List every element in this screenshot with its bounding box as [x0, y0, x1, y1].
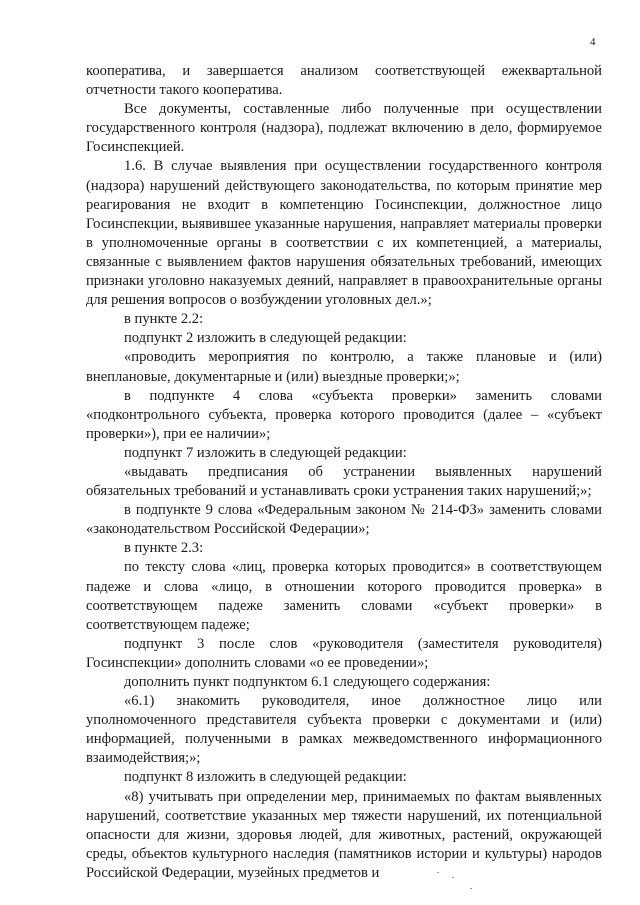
paragraph: 1.6. В случае выявления при осуществлении государственного контроля (надзора) нарушений действующего законодательства, по которым принятие мер реагирования не входит в компетенцию Госинспекции, должностное лицо Госинспекции, выявившее указанные нарушения, направляет материалы проверки в уполномоченные органы в соответствии с их компетенцией, а материалы, связанные с выявлением фактов нарушения обязательных требований, имеющих признаки уголовно наказуемых деяний, направляет в правоохранительные органы для решения вопросов о возбуждении уголовных дел.»; — [86, 158, 602, 309]
scan-speck — [452, 877, 454, 878]
scan-speck — [437, 872, 439, 873]
paragraph: по тексту слова «лиц, проверка которых проводится» в соответствующем падеже и слова «лицо, в отношении которого проводится проверка» в соответствующем падеже заменить словами «субъект проверки» в соответствующем падеже; — [86, 559, 602, 633]
paragraph: кооператива, и завершается анализом соответствующей ежеквартальной отчетности такого кооператива. — [86, 63, 602, 99]
paragraph: в подпункте 4 слова «субъекта проверки» заменить словами «подконтрольного субъекта, проверка которого проводится (далее – «субъект проверки»), при ее наличии»; — [86, 387, 602, 442]
paragraph: подпункт 2 изложить в следующей редакции: — [124, 330, 407, 347]
paragraph: дополнить пункт подпунктом 6.1 следующего содержания: — [124, 674, 491, 690]
paragraph: в пункте 2.2: — [124, 311, 204, 328]
paragraph: «выдавать предписания об устранении выявленных нарушений обязательных требований и устанавливать сроки устранения таких нарушений;»; — [86, 463, 602, 500]
scan-speck — [470, 888, 472, 889]
paragraph: в пункте 2.3: — [124, 540, 204, 557]
paragraph: подпункт 8 изложить в следующей редакции: — [124, 769, 407, 786]
paragraph: подпункт 7 изложить в следующей редакции: — [124, 444, 407, 461]
paragraph: подпункт 3 после слов «руководителя (заместителя руководителя) Госинспекции» дополнить словами «о ее проведении»; — [86, 635, 602, 671]
document-body — [86, 62, 602, 883]
paragraph: Все документы, составленные либо полученные при осуществлении государственного контроля (надзора), подлежат включению в дело, формируемое Госинспекцией. — [86, 101, 602, 156]
paragraph: «6.1) знакомить руководителя, иное должностное лицо или уполномоченного представителя субъекта проверки с документами и (или) информацией, полученными в рамках межведомственного информационного взаимодействия;»; — [86, 693, 602, 767]
paragraph: «проводить мероприятия по контролю, а также плановые и (или) внеплановые, документарные и (или) выездные проверки;»; — [86, 349, 602, 385]
page-number: 4 — [590, 36, 596, 48]
paragraph: «8) учитывать при определении мер, принимаемых по фактам выявленных нарушений, соответствие указанных мер тяжести нарушений, их потенциальной опасности для жизни, здоровья людей, для животных, растений, окружающей среды, объектов культурного наследия (памятников истории и культуры) народов Российской Федерации, музейных предметов и — [86, 788, 602, 881]
paragraph: в подпункте 9 слова «Федеральным законом № 214-ФЗ» заменить словами «законодательством Российской Федерации»; — [86, 502, 602, 538]
